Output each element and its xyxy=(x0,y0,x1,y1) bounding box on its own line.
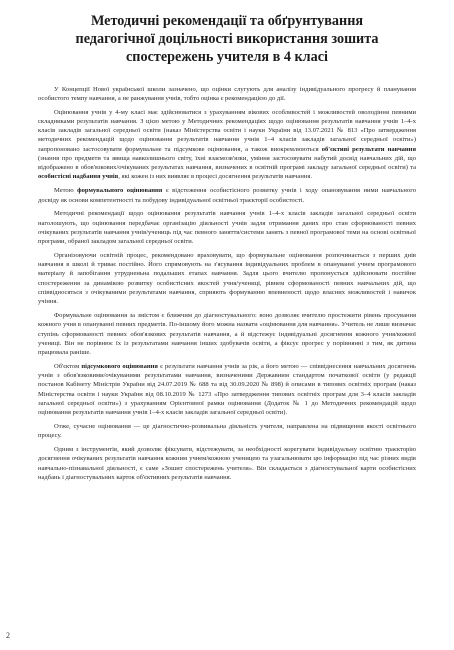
bold-term: формувального оцінювання xyxy=(77,187,163,195)
page-number: 2 xyxy=(6,631,10,640)
text-run: , які кожен із них виявляє в процесі досягнення результатів навчання. xyxy=(118,173,312,181)
bold-term: підсумкового оцінювання xyxy=(81,362,158,370)
title-line-2: педагогічної доцільності використання зошита xyxy=(75,31,379,48)
text-run: Метою xyxy=(54,187,78,195)
paragraph xyxy=(38,362,416,418)
text-run: Організовуючи освітній процес, рекомендовано враховувати, що формувальне оцінювання розпочинається з перших днів навчання в школі й триває постійно. Його спрямовують на з'ясування індивідуальних проблем в опануванні учнем програмового матеріалу й запобігання утрудненьна подальших етапах навчання. Задля цього вчителю пропонується здійснювати постійне спостереження за динамікою розвитку особистісних якостей учня/учениці, рівнем сформованості певних навчальних дій, що співвідносяться з очікуваними результатами навчання, сприяють формуванню впевненості щодо власних можливостей і навичок учіння. xyxy=(38,251,416,306)
text-run: є результати навчання учнів за рік, а його метою — співвіднесення навчальних досягнень учнів з обов'язковими/очікуваними результатами навчання, визначеними Державним стандартом початкової освіти (у редакції постанов Кабінету Міністрів України від 24.07.2019 № 688 та від 30.09.2020 № 898) й описами в типових освітніх програм (наказ Міністерства освіти і науки України від 08.10.2019 № 1273 «Про затвердження типових освітніх програм для 3–4 класів закладів загальної середньої освіти») з урахуванням Орієнтовної рамки оцінювання (Додаток № 1 до Методичних рекомендацій щодо оцінювання результатів навчання учнів 1–4-х класів закладів загальної середньої освіти). xyxy=(38,362,416,417)
text-run: Оцінювання учнів у 4-му класі має здійснюватися з урахуванням вікових особливостей і можливостей оволодіння певними складниками результатів навчання. З цією метою у Методичних рекомендаціях щодо оцінювання результатів навчання учнів 1–4-х класів закладів загальної середньої освіти (наказ Міністерства освіти і науки України від 13.07.2021 № 813 «Про затвердження методичних рекомендацій щодо оцінювання результатів навчання учнів 1–4 класів закладів загальної середньої освіти») запропоновано застосовувати формувальне та підсумкове оцінювання, а також виокремлюються xyxy=(38,108,416,153)
bold-term: особистісні надбання учнів xyxy=(38,173,119,181)
text-run: (знання про предмети та явища навколишнього світу, їхні взаємозв'язки, уміння застосовувати набутий досвід навчальних дій, що відображено в обов'язкових/очікуваних результатах навчання, визначених в освітній програмі закладу загальної середньої освіти) та xyxy=(38,154,416,172)
paragraph xyxy=(38,251,416,307)
bold-term: об'єктиві результати навчання xyxy=(321,145,416,153)
text-run: Одним з інструментів, який дозволяє фіксувати, відстежувати, за необхідності корегувати індивідуальну освітню траєкторію досягнення очікуваних результатів навчання кожним учнем/кожною ученицею та узагальнювати цю інформацію під час різних видів навчально-пізнавальної діяльності, є саме «Зошит спостережень учителя». Він складається з діагностувальної карти особистісних надбань і діагностувальних карток об'єктивних результатів навчання. xyxy=(38,446,416,481)
text-run: Методичні рекомендації щодо оцінювання результатів навчання учнів 1–4-х класів закладів загальної середньої освіти наголошують, що оцінювання передбачає організацію діяльності учнів задля отримання даних про стан сформованості певних очікуваних результатів навчання учнів/учениць під час певного заняття/системи занять з певної програмової теми на основі освітньої програми, обраної закладом загальної середньої освіти. xyxy=(38,210,416,246)
text-run: У Концепції Нової української школи зазначено, що оцінки слугують для аналізу індивідуального прогресу й планування особистого темпу навчання, а не ранжування учнів, тобто оцінка є рекомендацією до дії. xyxy=(38,85,416,102)
document-body xyxy=(38,85,416,483)
text-run: Отже, сучасне оцінювання — це діагностично-розвивальна діяльність учителя, направлена на підвищення якості освітнього процесу. xyxy=(38,423,416,440)
title-line-1: Методичні рекомендації та обґрунтування xyxy=(90,13,364,29)
paragraph xyxy=(38,209,416,246)
paragraph xyxy=(38,422,416,441)
text-run: Формувальне оцінювання за змістом є ближчим до діагностувального: воно дозволяє вчителю простежити рівень просування кожного учня в опануванні певних предметів. По-іншому його можна назвати «оцінювання для навчання». Учитель не лише визначає ступінь сформованості певних обов'язкових результатів навчання, а й відстежує індивідуальні досягнення кожного учня/кожної учениці. Він не порівнює їх із результатами навчання інших здобувачів освіти, а фіксує прогрес у порівнянні з тим, як дитина працювала раніше. xyxy=(38,312,416,357)
text-run: є відстеження особистісного розвитку учнів і ходу опановування ними навчального досвіду як основи компетентності та побудову індивідуальної освітньої траєкторії особистості. xyxy=(38,187,416,204)
paragraph xyxy=(38,85,416,104)
paragraph xyxy=(38,186,416,205)
title-line-3: спостережень учителя в 4 класі xyxy=(126,49,328,66)
text-run: Об'єктом xyxy=(54,362,82,370)
paragraph xyxy=(38,311,416,357)
paragraph xyxy=(38,108,416,182)
document-title xyxy=(38,12,416,67)
paragraph xyxy=(38,445,416,482)
